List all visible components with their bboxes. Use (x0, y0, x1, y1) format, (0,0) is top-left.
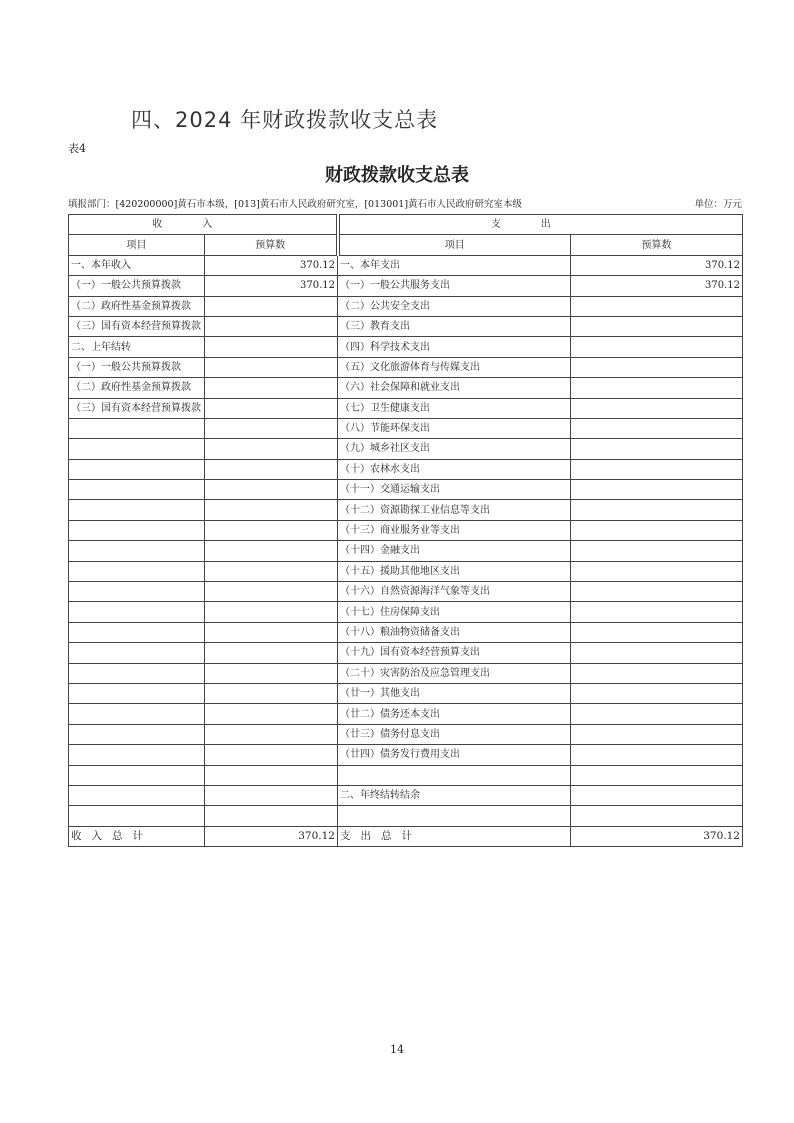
expense-amount-cell (571, 602, 743, 622)
expense-item-cell: （八）节能环保支出 (338, 418, 571, 438)
table-title: 财政拨款收支总表 (325, 165, 469, 186)
reporting-meta (68, 196, 742, 212)
income-amount-cell (205, 337, 338, 357)
table-row (69, 337, 743, 357)
expense-amount-cell (571, 541, 743, 561)
expense-item-cell: 一、本年支出 (338, 255, 571, 275)
expense-item-cell (338, 765, 571, 785)
expense-amount-cell (571, 357, 743, 377)
expense-item-cell: 二、年终结转结余 (338, 785, 571, 805)
expense-amount-cell (571, 500, 743, 520)
income-amount-cell (205, 500, 338, 520)
expense-amount-cell (571, 459, 743, 479)
section-heading: 四、2024 年财政拨款收支总表 (131, 108, 439, 132)
expense-group-header: 支出 (338, 215, 743, 235)
income-amount-cell (205, 480, 338, 500)
income-item-cell (69, 622, 205, 642)
expense-item-header: 项目 (338, 235, 571, 255)
expense-item-cell: （七）卫生健康支出 (338, 398, 571, 418)
table-row (69, 378, 743, 398)
income-item-cell (69, 806, 205, 826)
expense-item-cell: （五）文化旅游体育与传媒支出 (338, 357, 571, 377)
expense-item-cell: （三）教育支出 (338, 316, 571, 336)
income-amount-cell (205, 357, 338, 377)
expense-item-cell: （二）公共安全支出 (338, 296, 571, 316)
expense-amount-cell (571, 378, 743, 398)
table-row (69, 806, 743, 826)
income-amount-cell: 370.12 (205, 255, 338, 275)
income-item-cell: 二、上年结转 (69, 337, 205, 357)
income-item-cell: （三）国有资本经营预算拨款 (69, 316, 205, 336)
income-item-cell: （一）一般公共预算拨款 (69, 276, 205, 296)
table-row (69, 724, 743, 744)
table-row (69, 459, 743, 479)
table-row (69, 602, 743, 622)
group-header-row (69, 215, 743, 235)
expense-amount-cell (571, 765, 743, 785)
expense-amount-cell (571, 582, 743, 602)
table-row (69, 785, 743, 805)
income-amount-cell (205, 398, 338, 418)
expense-amount-cell (571, 724, 743, 744)
income-item-cell: （二）政府性基金预算拨款 (69, 296, 205, 316)
income-amount-cell (205, 316, 338, 336)
expense-amount-cell (571, 745, 743, 765)
expense-item-cell: （十八）粮油物资储备支出 (338, 622, 571, 642)
table-row (69, 541, 743, 561)
income-total-amount: 370.12 (205, 826, 338, 846)
income-amount-cell (205, 561, 338, 581)
income-item-cell (69, 724, 205, 744)
expense-amount-cell (571, 806, 743, 826)
expense-total-label: 支出总计 (338, 826, 571, 846)
expense-item-cell: （四）科学技术支出 (338, 337, 571, 357)
page-number: 14 (390, 1043, 404, 1056)
table-row (69, 439, 743, 459)
income-amount-cell (205, 378, 338, 398)
income-amount-cell (205, 459, 338, 479)
expense-amount-cell (571, 785, 743, 805)
expense-item-cell: （十四）金融支出 (338, 541, 571, 561)
expense-item-cell: （廿二）债务还本支出 (338, 704, 571, 724)
income-amount-cell (205, 418, 338, 438)
income-item-cell (69, 643, 205, 663)
expense-item-cell: （廿四）债务发行费用支出 (338, 745, 571, 765)
income-item-cell (69, 418, 205, 438)
total-row (69, 826, 743, 846)
income-amount-cell (205, 785, 338, 805)
expense-budget-header: 预算数 (571, 235, 743, 255)
table-row (69, 520, 743, 540)
table-row (69, 765, 743, 785)
expense-item-cell: （廿一）其他支出 (338, 683, 571, 703)
expense-item-cell: （二十）灾害防治及应急管理支出 (338, 663, 571, 683)
table-row (69, 276, 743, 296)
expense-item-cell: （十三）商业服务业等支出 (338, 520, 571, 540)
expense-amount-cell (571, 520, 743, 540)
income-item-cell: 一、本年收入 (69, 255, 205, 275)
table-row (69, 500, 743, 520)
expense-item-cell: （十七）住房保障支出 (338, 602, 571, 622)
table-row (69, 745, 743, 765)
income-amount-cell (205, 643, 338, 663)
expense-item-cell: （十）农林水支出 (338, 459, 571, 479)
expense-item-cell: （十一）交通运输支出 (338, 480, 571, 500)
income-item-cell (69, 541, 205, 561)
income-budget-header: 预算数 (205, 235, 338, 255)
income-amount-cell (205, 745, 338, 765)
income-item-cell (69, 500, 205, 520)
expense-item-cell: （一）一般公共服务支出 (338, 276, 571, 296)
income-item-cell (69, 663, 205, 683)
income-item-cell (69, 561, 205, 581)
income-amount-cell (205, 765, 338, 785)
income-amount-cell (205, 724, 338, 744)
expense-amount-cell (571, 398, 743, 418)
expense-item-cell: （十二）资源勘探工业信息等支出 (338, 500, 571, 520)
income-item-cell: （一）一般公共预算拨款 (69, 357, 205, 377)
income-amount-cell (205, 622, 338, 642)
expense-item-cell: （廿三）债务付息支出 (338, 724, 571, 744)
expense-item-cell (338, 806, 571, 826)
income-item-cell (69, 765, 205, 785)
income-amount-cell: 370.12 (205, 276, 338, 296)
expense-amount-cell (571, 439, 743, 459)
expense-total-amount: 370.12 (571, 826, 743, 846)
income-item-cell (69, 683, 205, 703)
currency-unit: 单位：万元 (694, 199, 742, 210)
income-item-cell (69, 602, 205, 622)
expense-amount-cell (571, 337, 743, 357)
expense-item-cell: （十五）援助其他地区支出 (338, 561, 571, 581)
expense-amount-cell (571, 480, 743, 500)
income-item-cell: （二）政府性基金预算拨款 (69, 378, 205, 398)
income-amount-cell (205, 704, 338, 724)
expense-amount-cell (571, 418, 743, 438)
income-amount-cell (205, 296, 338, 316)
expense-amount-cell: 370.12 (571, 276, 743, 296)
table-row (69, 418, 743, 438)
table-body (69, 255, 743, 826)
expense-amount-cell (571, 663, 743, 683)
reporting-unit: 填报部门：[420200000]黄石市本级，[013]黄石市人民政府研究室，[013001]黄石市人民政府研究室本级 (68, 199, 523, 210)
expense-item-cell: （九）城乡社区支出 (338, 439, 571, 459)
income-item-cell (69, 459, 205, 479)
income-item-header: 项目 (69, 235, 205, 255)
expense-amount-cell (571, 643, 743, 663)
expense-amount-cell (571, 704, 743, 724)
expense-item-cell: （十九）国有资本经营预算支出 (338, 643, 571, 663)
income-total-label: 收入总计 (69, 826, 205, 846)
expense-amount-cell (571, 296, 743, 316)
table-row (69, 622, 743, 642)
expense-amount-cell (571, 316, 743, 336)
expense-amount-cell (571, 683, 743, 703)
table-row (69, 663, 743, 683)
income-amount-cell (205, 806, 338, 826)
table-row (69, 255, 743, 275)
income-amount-cell (205, 439, 338, 459)
income-group-header: 收入 (69, 215, 338, 235)
table-row (69, 561, 743, 581)
income-amount-cell (205, 602, 338, 622)
budget-summary-table (68, 214, 743, 847)
income-amount-cell (205, 541, 338, 561)
expense-amount-cell: 370.12 (571, 255, 743, 275)
table-row (69, 296, 743, 316)
income-amount-cell (205, 683, 338, 703)
income-item-cell (69, 480, 205, 500)
income-item-cell (69, 439, 205, 459)
table-row (69, 316, 743, 336)
expense-amount-cell (571, 561, 743, 581)
income-item-cell (69, 520, 205, 540)
table-row (69, 582, 743, 602)
table-row (69, 357, 743, 377)
income-item-cell (69, 745, 205, 765)
income-amount-cell (205, 663, 338, 683)
table-row (69, 643, 743, 663)
table-number: 表4 (68, 142, 86, 155)
table-row (69, 704, 743, 724)
income-item-cell (69, 582, 205, 602)
income-item-cell: （三）国有资本经营预算拨款 (69, 398, 205, 418)
expense-item-cell: （十六）自然资源海洋气象等支出 (338, 582, 571, 602)
column-header-row (69, 235, 743, 255)
income-amount-cell (205, 582, 338, 602)
income-item-cell (69, 704, 205, 724)
expense-amount-cell (571, 622, 743, 642)
table-row (69, 480, 743, 500)
expense-item-cell: （六）社会保障和就业支出 (338, 378, 571, 398)
table-row (69, 683, 743, 703)
income-item-cell (69, 785, 205, 805)
income-amount-cell (205, 520, 338, 540)
table-row (69, 398, 743, 418)
